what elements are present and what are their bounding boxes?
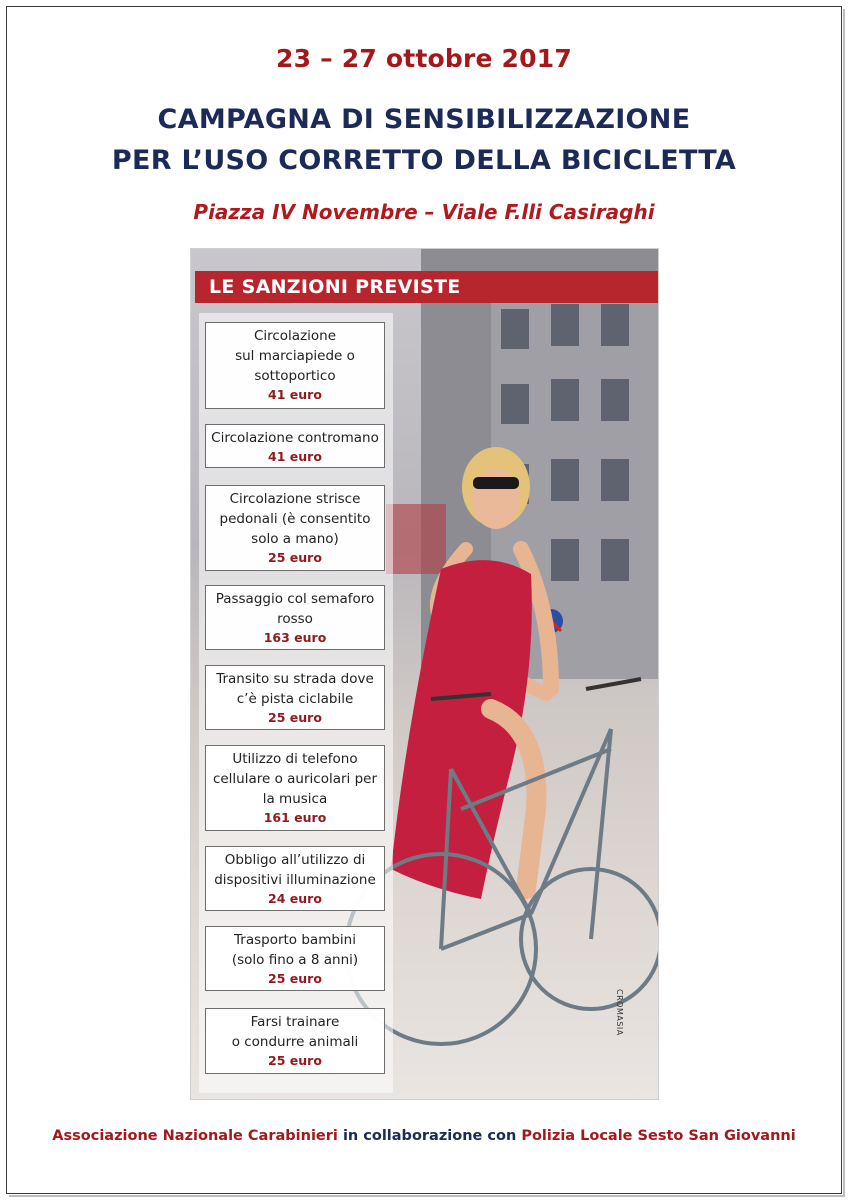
sanction-description: Circolazione sul marciapiede o sottoportico [235,328,355,384]
footer-connector: in collaborazione con [337,1128,522,1144]
footer-org-polizia: Polizia Locale Sesto San Giovanni [521,1128,796,1144]
sanction-amount: 25 euro [268,1053,322,1068]
sanction-description: Circolazione strisce pedonali (è consentito solo a mano) [219,491,371,547]
sanction-amount: 25 euro [268,710,322,725]
sanctions-banner [195,271,659,303]
sanction-box [205,322,385,409]
sanction-box [205,485,385,571]
footer-credits [0,1128,848,1144]
sanction-box [205,926,385,991]
sanction-description: Trasporto bambini (solo fino a 8 anni) [231,932,359,968]
sanction-box [205,745,385,831]
sanction-amount: 25 euro [268,550,322,565]
sanction-description: Utilizzo di telefono cellulare o auricolari per la musica [212,751,378,807]
campaign-title-line-1: CAMPAGNA DI SENSIBILIZZAZIONE [157,104,691,135]
sanction-description: Farsi trainare o condurre animali [231,1014,359,1050]
sanction-description: Circolazione contromano [211,430,379,446]
sanction-amount: 163 euro [263,630,327,645]
sanction-amount: 25 euro [268,971,322,986]
photo-credit: CROMASIA [615,989,624,1036]
sanction-amount: 41 euro [268,449,322,464]
sanction-description: Passaggio col semaforo rosso [215,591,375,627]
sanction-box [205,665,385,730]
sanction-amount: 161 euro [263,810,327,825]
sanctions-poster [190,248,659,1100]
sanction-box [205,1008,385,1074]
sanction-box [205,585,385,650]
footer-org-carabinieri: Associazione Nazionale Carabinieri [52,1128,338,1144]
sanctions-banner-text: LE SANZIONI PREVISTE [209,276,461,298]
sanction-box [205,846,385,911]
campaign-title-line-2: PER L’USO CORRETTO DELLA BICICLETTA [111,145,737,176]
sanction-description: Obbligo all’utilizzo di dispositivi illuminazione [214,852,376,888]
sanction-description: Transito su strada dove c’è pista ciclabile [216,671,374,707]
event-date: 23 – 27 ottobre 2017 [276,44,572,73]
event-location: Piazza IV Novembre – Viale F.lli Casiraghi [193,200,655,224]
sanction-amount: 24 euro [268,891,322,906]
sanction-box [205,424,385,468]
sanction-amount: 41 euro [268,387,322,402]
